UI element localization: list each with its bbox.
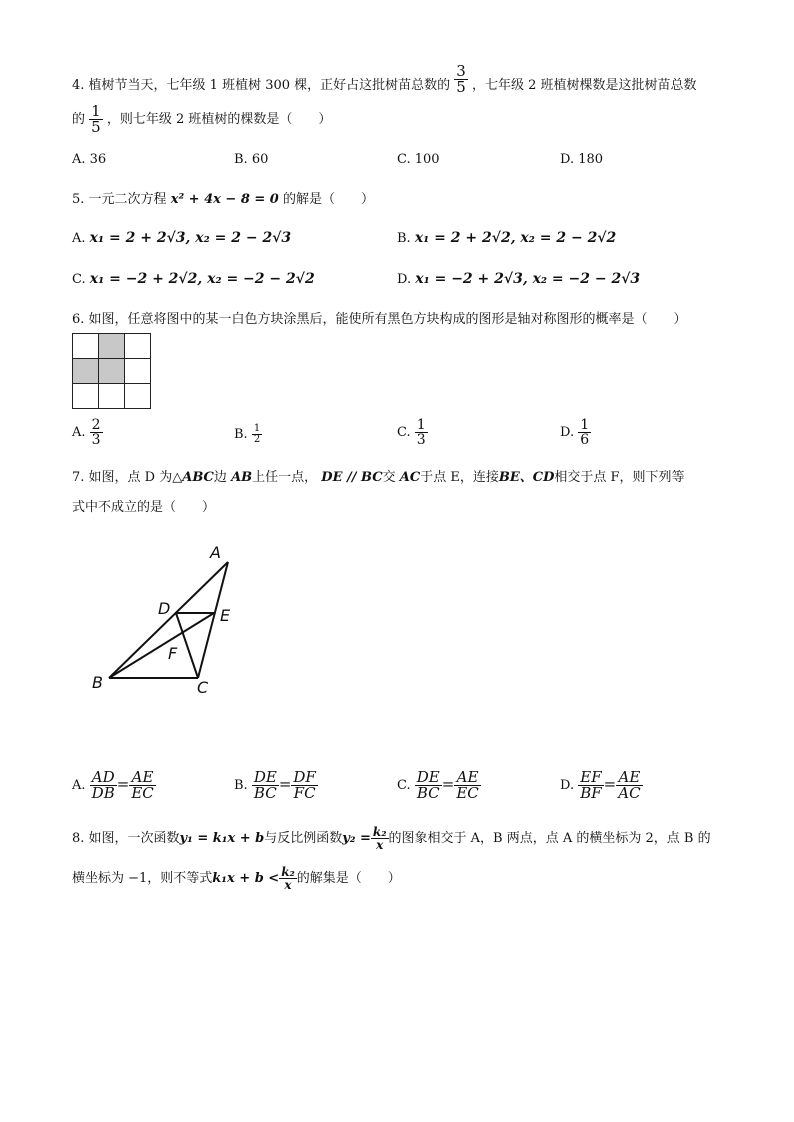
q7-ac: AC — [399, 470, 421, 485]
frac-den: AC — [618, 784, 641, 802]
frac-den: DB — [91, 784, 115, 802]
q6-opt-b-frac — [252, 424, 262, 445]
label-a: A — [210, 543, 221, 562]
q8-text-c: 的图象相交于 A，B 两点，点 A 的横坐标为 2，点 B 的 — [388, 831, 711, 846]
frac-num: 1 — [416, 417, 426, 433]
frac-num: 2 — [91, 417, 101, 433]
frac-num: AE — [454, 770, 480, 786]
grid-cell — [99, 384, 125, 409]
frac-den: x — [376, 838, 384, 852]
frac-num: 1 — [253, 423, 261, 434]
q4-option-b: B. 60 — [234, 152, 269, 167]
q7-parallel: DE // BC — [321, 470, 383, 485]
label-f: F — [168, 644, 178, 663]
grid-cell — [73, 359, 99, 384]
q8-text-b: 与反比例函数 — [264, 831, 343, 846]
q7-ab: AB — [231, 470, 253, 485]
q5-opt-c-label: C. — [72, 272, 86, 287]
frac-num: k₂ — [281, 865, 295, 879]
q7-opt-a-left — [90, 770, 117, 801]
q7-opt-b-left — [252, 770, 279, 801]
q7-line2: 式中不成立的是（ ） — [72, 500, 216, 515]
grid-cell — [125, 334, 151, 359]
q8-inverse-frac — [371, 826, 389, 851]
q6-option-a — [72, 418, 103, 447]
q8-linear-function: y₁ = k₁x + b — [179, 831, 265, 846]
q7-opt-c-right — [454, 770, 480, 801]
q4-line1 — [72, 64, 697, 95]
frac-num: DF — [293, 768, 316, 786]
q5-opt-a-value: x₁ = 2 + 2√3, x₂ = 2 − 2√3 — [89, 230, 292, 246]
q4-text-c: 的 — [72, 112, 86, 127]
equals-sign: = — [278, 775, 292, 793]
q4-frac1-den: 5 — [456, 78, 466, 96]
q7-opt-d-right — [616, 770, 642, 801]
q7-text-b: 边 — [213, 470, 227, 485]
grid-cell — [73, 334, 99, 359]
q5-opt-d-value: x₁ = −2 + 2√3, x₂ = −2 − 2√3 — [415, 271, 641, 287]
q7-opt-a-right — [129, 770, 155, 801]
frac-den: BC — [416, 784, 440, 802]
q5-opt-b-value: x₁ = 2 + 2√2, x₂ = 2 − 2√2 — [414, 230, 617, 246]
q5-opt-a-label: A. — [72, 231, 86, 246]
q8-text-d: 横坐标为 −1，则不等式 — [72, 871, 213, 886]
q5-text-a: 5. 一元二次方程 — [72, 192, 167, 207]
frac-den: 3 — [416, 432, 426, 448]
q4-line2 — [72, 104, 331, 135]
q7-opt-a-label: A. — [72, 778, 86, 793]
frac-den: EC — [456, 784, 479, 802]
frac-num: 1 — [580, 417, 590, 433]
frac-num: k₂ — [372, 825, 387, 839]
q8-inverse-lhs: y₂ = — [342, 831, 371, 846]
grid-cell — [73, 384, 99, 409]
frac-num: EF — [578, 770, 603, 786]
q5-opt-c-value: x₁ = −2 + 2√2, x₂ = −2 − 2√2 — [89, 271, 315, 287]
grid-cell — [99, 334, 125, 359]
q4-option-a: A. 36 — [72, 152, 107, 167]
label-c: C — [197, 678, 209, 697]
q6-opt-d-label: D. — [560, 425, 575, 440]
q6-option-b — [234, 424, 262, 445]
q7-triangle-figure — [86, 540, 286, 720]
grid-cell — [125, 384, 151, 409]
q6-opt-b-label: B. — [234, 427, 248, 442]
frac-num: AE — [129, 770, 155, 786]
q7-opt-b-label: B. — [234, 778, 248, 793]
q7-text-a: 7. 如图，点 D 为 — [72, 470, 173, 485]
label-b: B — [92, 673, 103, 692]
frac-den: 6 — [580, 432, 590, 448]
frac-den: EC — [131, 784, 154, 802]
q7-text-c: 上任一点， — [252, 470, 318, 485]
q7-opt-c-label: C. — [397, 778, 411, 793]
q4-text-a: 4. 植树节当天，七年级 1 班植树 300 棵，正好占这批树苗总数的 — [72, 78, 451, 93]
frac-num: DE — [416, 768, 440, 786]
q5-text-b: 的解是（ ） — [283, 192, 375, 207]
q4-text-b: ，七年级 2 班植树棵数是这批树苗总数 — [471, 78, 697, 93]
label-d: D — [158, 599, 171, 618]
q7-text-e: 于点 E，连接 — [420, 470, 499, 485]
q7-option-b — [234, 770, 318, 801]
q7-option-a — [72, 770, 156, 801]
q5-opt-d-label: D. — [397, 272, 412, 287]
q4-frac1-num: 3 — [456, 62, 466, 80]
q7-line1 — [72, 466, 685, 485]
label-e: E — [220, 606, 231, 625]
frac-den: 3 — [91, 432, 101, 448]
q6-opt-c-frac — [415, 418, 428, 447]
q8-text-a: 8. 如图，一次函数 — [72, 831, 180, 846]
q7-text-f: 相交于点 F，则下列等 — [554, 470, 685, 485]
frac-num: AE — [616, 770, 642, 786]
frac-den: x — [284, 878, 292, 892]
frac-num: DE — [253, 768, 277, 786]
frac-den: FC — [293, 784, 316, 802]
q7-option-d — [560, 770, 643, 801]
frac-den: BF — [580, 784, 602, 802]
q5-equation: x² + 4x − 8 = 0 — [170, 192, 279, 207]
q6-opt-d-frac — [578, 418, 591, 447]
q7-opt-d-left — [578, 770, 603, 801]
q5-option-a — [72, 230, 291, 246]
frac-num: AD — [90, 770, 117, 786]
q7-opt-d-label: D. — [560, 778, 575, 793]
q8-inequality-lhs: k₁x + b < — [212, 871, 280, 886]
grid-cell — [99, 359, 125, 384]
q4-frac2-den: 5 — [91, 118, 101, 136]
q8-line2 — [72, 866, 401, 891]
equals-sign: = — [116, 775, 130, 793]
q4-text-d: ，则七年级 2 班植树的棵数是（ ） — [106, 112, 332, 127]
q8-line1 — [72, 826, 711, 851]
q7-opt-b-right — [291, 770, 317, 801]
q5-stem — [72, 188, 374, 207]
frac-den: BC — [253, 784, 277, 802]
q8-text-e: 的解集是（ ） — [296, 871, 401, 886]
q6-opt-a-frac — [90, 418, 103, 447]
q7-option-c — [397, 770, 481, 801]
segment-be — [109, 613, 214, 678]
segment-cd — [176, 613, 198, 678]
q4-fraction-2 — [89, 104, 103, 135]
q6-opt-a-label: A. — [72, 425, 86, 440]
equals-sign: = — [603, 775, 617, 793]
q5-opt-b-label: B. — [397, 231, 411, 246]
q5-option-d — [397, 271, 640, 287]
q4-option-d: D. 180 — [560, 152, 604, 167]
q6-opt-c-label: C. — [397, 425, 411, 440]
q7-opt-c-left — [415, 770, 442, 801]
q7-triangle: △ABC — [172, 470, 214, 485]
frac-den: 2 — [253, 434, 261, 445]
equals-sign: = — [441, 775, 455, 793]
q6-square-grid — [72, 333, 151, 409]
q6-option-d — [560, 418, 591, 447]
q7-text-d: 交 — [382, 470, 396, 485]
q7-be-cd: BE、CD — [498, 470, 555, 485]
q6-option-c — [397, 418, 428, 447]
q5-option-b — [397, 230, 616, 246]
q8-inequality-frac — [279, 866, 297, 891]
q5-option-c — [72, 271, 315, 287]
grid-cell — [125, 359, 151, 384]
q4-fraction-1 — [454, 64, 468, 95]
q6-stem: 6. 如图，任意将图中的某一白色方块涂黑后，能使所有黑色方块构成的图形是轴对称图形的概率是（ ） — [72, 312, 687, 327]
q4-frac2-num: 1 — [91, 102, 101, 120]
q4-option-c: C. 100 — [397, 152, 440, 167]
